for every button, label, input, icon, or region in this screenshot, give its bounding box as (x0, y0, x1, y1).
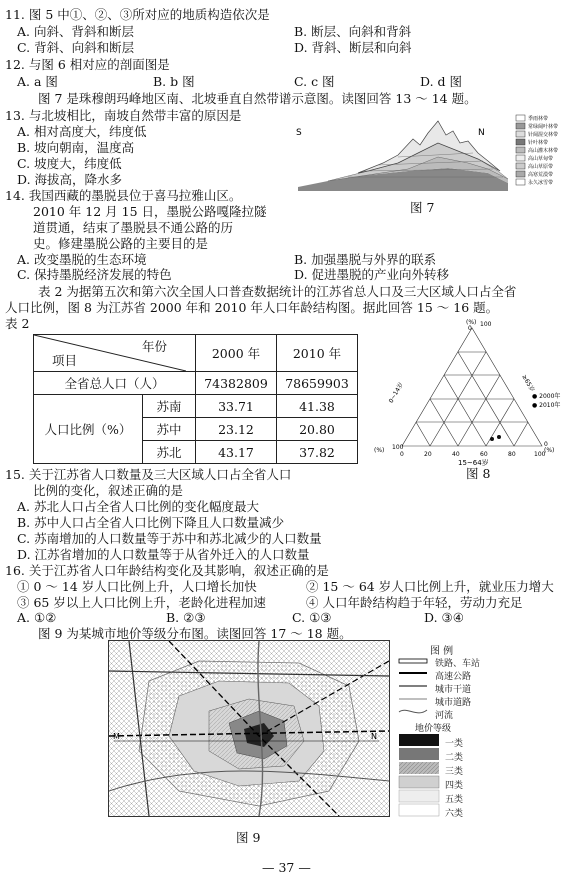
q11-option-a: A. 向斜、背斜和断层 (17, 24, 134, 39)
q13-option-b: B. 坡向朝南，温度高 (17, 140, 135, 155)
q12-option-a: A. a 图 (17, 74, 58, 89)
header-item: 项目 (52, 353, 78, 368)
q12-stem: 12. 与图 6 相对应的剖面图是 (5, 57, 170, 72)
legend-railway: 铁路、车站 (435, 659, 481, 669)
right-pct: (%) (544, 447, 555, 454)
legend-river: 河流 (435, 711, 454, 721)
total-label: 全省总人口（人） (34, 372, 196, 395)
fig7-legend-9: 永久冰雪带 (528, 180, 554, 186)
legend-title: 图 例 (430, 646, 454, 657)
legend-grade-2: 二类 (445, 753, 464, 763)
q15-option-a: A. 苏北人口占全省人口比例的变化幅度最大 (17, 499, 259, 514)
sunan-2010: 41.38 (277, 395, 358, 418)
map-label-n: N (371, 732, 377, 741)
q11-option-d: D. 背斜、断层和向斜 (294, 40, 412, 55)
total-2010: 78659903 (277, 372, 358, 395)
q16-statement-3: ③ 65 岁以上人口比例上升，老龄化进程加速 (17, 595, 266, 610)
table-header-diagonal (34, 335, 196, 372)
figure-9-caption: 图 9 (236, 830, 261, 845)
legend-grade-6: 六类 (445, 809, 464, 819)
q12-option-c: C. c 图 (294, 74, 335, 89)
figure-8-diagram (372, 316, 572, 466)
page-number: — 37 — (262, 860, 311, 875)
q13-stem: 13. 与北坡相比，南坡自然带丰富的原因是 (5, 108, 242, 123)
legend-arterial: 城市干道 (435, 685, 472, 695)
q11-option-c: C. 背斜、向斜和断层 (17, 40, 135, 55)
subei-2010: 37.82 (277, 441, 358, 464)
bottom-tick-0: 0 (400, 451, 404, 458)
fig7-legend-6: 高山草甸带 (528, 156, 554, 162)
fig7-legend-5: 高山灌木林带 (528, 148, 559, 154)
region-sunan: 苏南 (143, 395, 196, 418)
q14-option-d: D. 促进墨脱的产业向外转移 (294, 267, 450, 282)
left-axis-label: 0~14岁 (387, 381, 405, 405)
q15-line2: 比例的变化，叙述正确的是 (33, 483, 184, 498)
q16-stem: 16. 关于江苏省人口年龄结构变化及其影响，叙述正确的是 (5, 563, 329, 578)
fig7-n-label: N (478, 128, 485, 138)
q14-line4: 史。修建墨脱公路的主要目的是 (33, 236, 209, 251)
q11-option-b: B. 断层、向斜和背斜 (294, 24, 412, 39)
top-tick-100: 100 (480, 321, 492, 328)
figure-8-caption: 图 8 (466, 466, 491, 481)
ratio-label: 人口比例（%） (34, 395, 143, 464)
figure-9-map (108, 640, 390, 817)
intro-15-16-line1: 表 2 为据第五次和第六次全国人口普查数据统计的江苏省总人口及三大区域人口占全省 (38, 284, 517, 299)
right-tick-0: 0 (544, 441, 548, 448)
table-2-label: 表 2 (5, 316, 30, 331)
bottom-tick-60: 60 (480, 451, 488, 458)
q14-option-b: B. 加强墨脱与外界的联系 (294, 252, 437, 267)
bottom-tick-20: 20 (424, 451, 432, 458)
figure-8-ternary (372, 316, 572, 466)
intro-15-16-line2: 人口比例，图 8 为江苏省 2000 年和 2010 年人口年龄结构图。据此回答 15 ～ 16 题。 (5, 300, 499, 315)
right-axis-label: ≥65岁 (520, 373, 536, 394)
header-year: 年份 (141, 339, 167, 354)
fig7-legend-1: 季雨林带 (528, 116, 549, 122)
fig7-legend-2: 常绿阔叶林带 (528, 124, 559, 130)
subei-2000: 43.17 (196, 441, 277, 464)
point-2010 (497, 435, 501, 439)
intro-13-14: 图 7 是珠穆朗玛峰地区南、北坡垂直自然带谱示意图。读图回答 13 ～ 14 题。 (38, 91, 477, 106)
figure-7-diagram (288, 113, 578, 197)
fig7-legend-4: 针叶林带 (528, 140, 549, 146)
top-pct: (%) (466, 319, 477, 326)
table-2 (33, 334, 358, 464)
q12-option-d: D. d 图 (420, 74, 462, 89)
q13-option-a: A. 相对高度大，纬度低 (17, 124, 147, 139)
q16-option-d: D. ③④ (424, 610, 464, 625)
q16-option-b: B. ②③ (166, 610, 206, 625)
q14-option-c: C. 保持墨脱经济发展的特色 (17, 267, 172, 282)
legend-expressway: 高速公路 (435, 672, 472, 682)
suzhong-2010: 20.80 (277, 418, 358, 441)
q14-line2: 2010 年 12 月 15 日，墨脱公路嘎隆拉隧 (33, 204, 267, 219)
figure-9-land-price-map (109, 641, 389, 816)
figure-7-caption: 图 7 (410, 200, 435, 215)
q15-option-d: D. 江苏省增加的人口数量等于从省外迁入的人口数量 (17, 547, 310, 562)
left-tick-100: 100 (392, 444, 404, 451)
suzhong-2000: 23.12 (196, 418, 277, 441)
fig7-legend-8: 高寒荒漠带 (528, 172, 554, 178)
bottom-tick-40: 40 (452, 451, 460, 458)
legend-2010: ● 2010年 (532, 402, 561, 409)
q14-option-a: A. 改变墨脱的生态环境 (17, 252, 147, 267)
left-pct: (%) (374, 447, 385, 454)
legend-grade-3: 三类 (445, 767, 464, 777)
region-subei: 苏北 (143, 441, 196, 464)
sunan-2000: 33.71 (196, 395, 277, 418)
q15-option-b: B. 苏中人口占全省人口比例下降且人口数量减少 (17, 515, 285, 530)
q15-option-c: C. 苏南增加的人口数量等于苏中和苏北减少的人口数量 (17, 531, 322, 546)
header-2010: 2010 年 (277, 335, 358, 372)
q16-statement-2: ② 15 ～ 64 岁人口比例上升，就业压力增大 (306, 579, 554, 594)
intro-17-18: 图 9 为某城市地价等级分布图。读图回答 17 ～ 18 题。 (38, 626, 352, 641)
top-tick: 0 (468, 325, 472, 332)
map-label-m: M (113, 732, 120, 741)
figure-7-vertical-zones (288, 113, 578, 197)
bottom-tick-100: 100 (534, 451, 546, 458)
region-suzhong: 苏中 (143, 418, 196, 441)
q16-option-c: C. ①③ (292, 610, 332, 625)
legend-grade-4: 四类 (445, 781, 464, 791)
q14-line3: 道贯通，结束了墨脱县不通公路的历 (33, 220, 234, 235)
legend-2000: ● 2000年 (532, 393, 561, 400)
legend-grade-5: 五类 (445, 795, 464, 805)
fig7-legend-3: 针阔混交林带 (528, 132, 559, 138)
q16-option-a: A. ①② (17, 610, 57, 625)
q12-option-b: B. b 图 (153, 74, 195, 89)
total-2000: 74382809 (196, 372, 277, 395)
legend-grade-1: 一类 (445, 739, 464, 749)
figure-9-legend (395, 642, 565, 822)
q13-option-d: D. 海拔高，降水多 (17, 172, 123, 187)
point-2000 (490, 437, 494, 441)
q16-statement-1: ① 0 ～ 14 岁人口比例上升，人口增长加快 (17, 579, 257, 594)
q11-stem: 11. 图 5 中①、②、③所对应的地质构造依次是 (5, 7, 270, 22)
q15-line1: 15. 关于江苏省人口数量及三大区域人口占全省人口 (5, 467, 292, 482)
bottom-tick-80: 80 (508, 451, 516, 458)
q13-option-c: C. 坡度大，纬度低 (17, 156, 122, 171)
header-2000: 2000 年 (196, 335, 277, 372)
q14-line1: 14. 我国西藏的墨脱县位于喜马拉雅山区。 (5, 188, 242, 203)
legend-city-road: 城市道路 (435, 698, 472, 708)
fig7-s-label: S (296, 128, 302, 138)
fig7-legend-7: 高山草原带 (528, 164, 554, 170)
q16-statement-4: ④ 人口年龄结构趋于年轻，劳动力充足 (306, 595, 523, 610)
legend-grade-title: 地价等级 (415, 724, 452, 734)
bottom-axis-label: 15~64岁 (458, 459, 489, 466)
